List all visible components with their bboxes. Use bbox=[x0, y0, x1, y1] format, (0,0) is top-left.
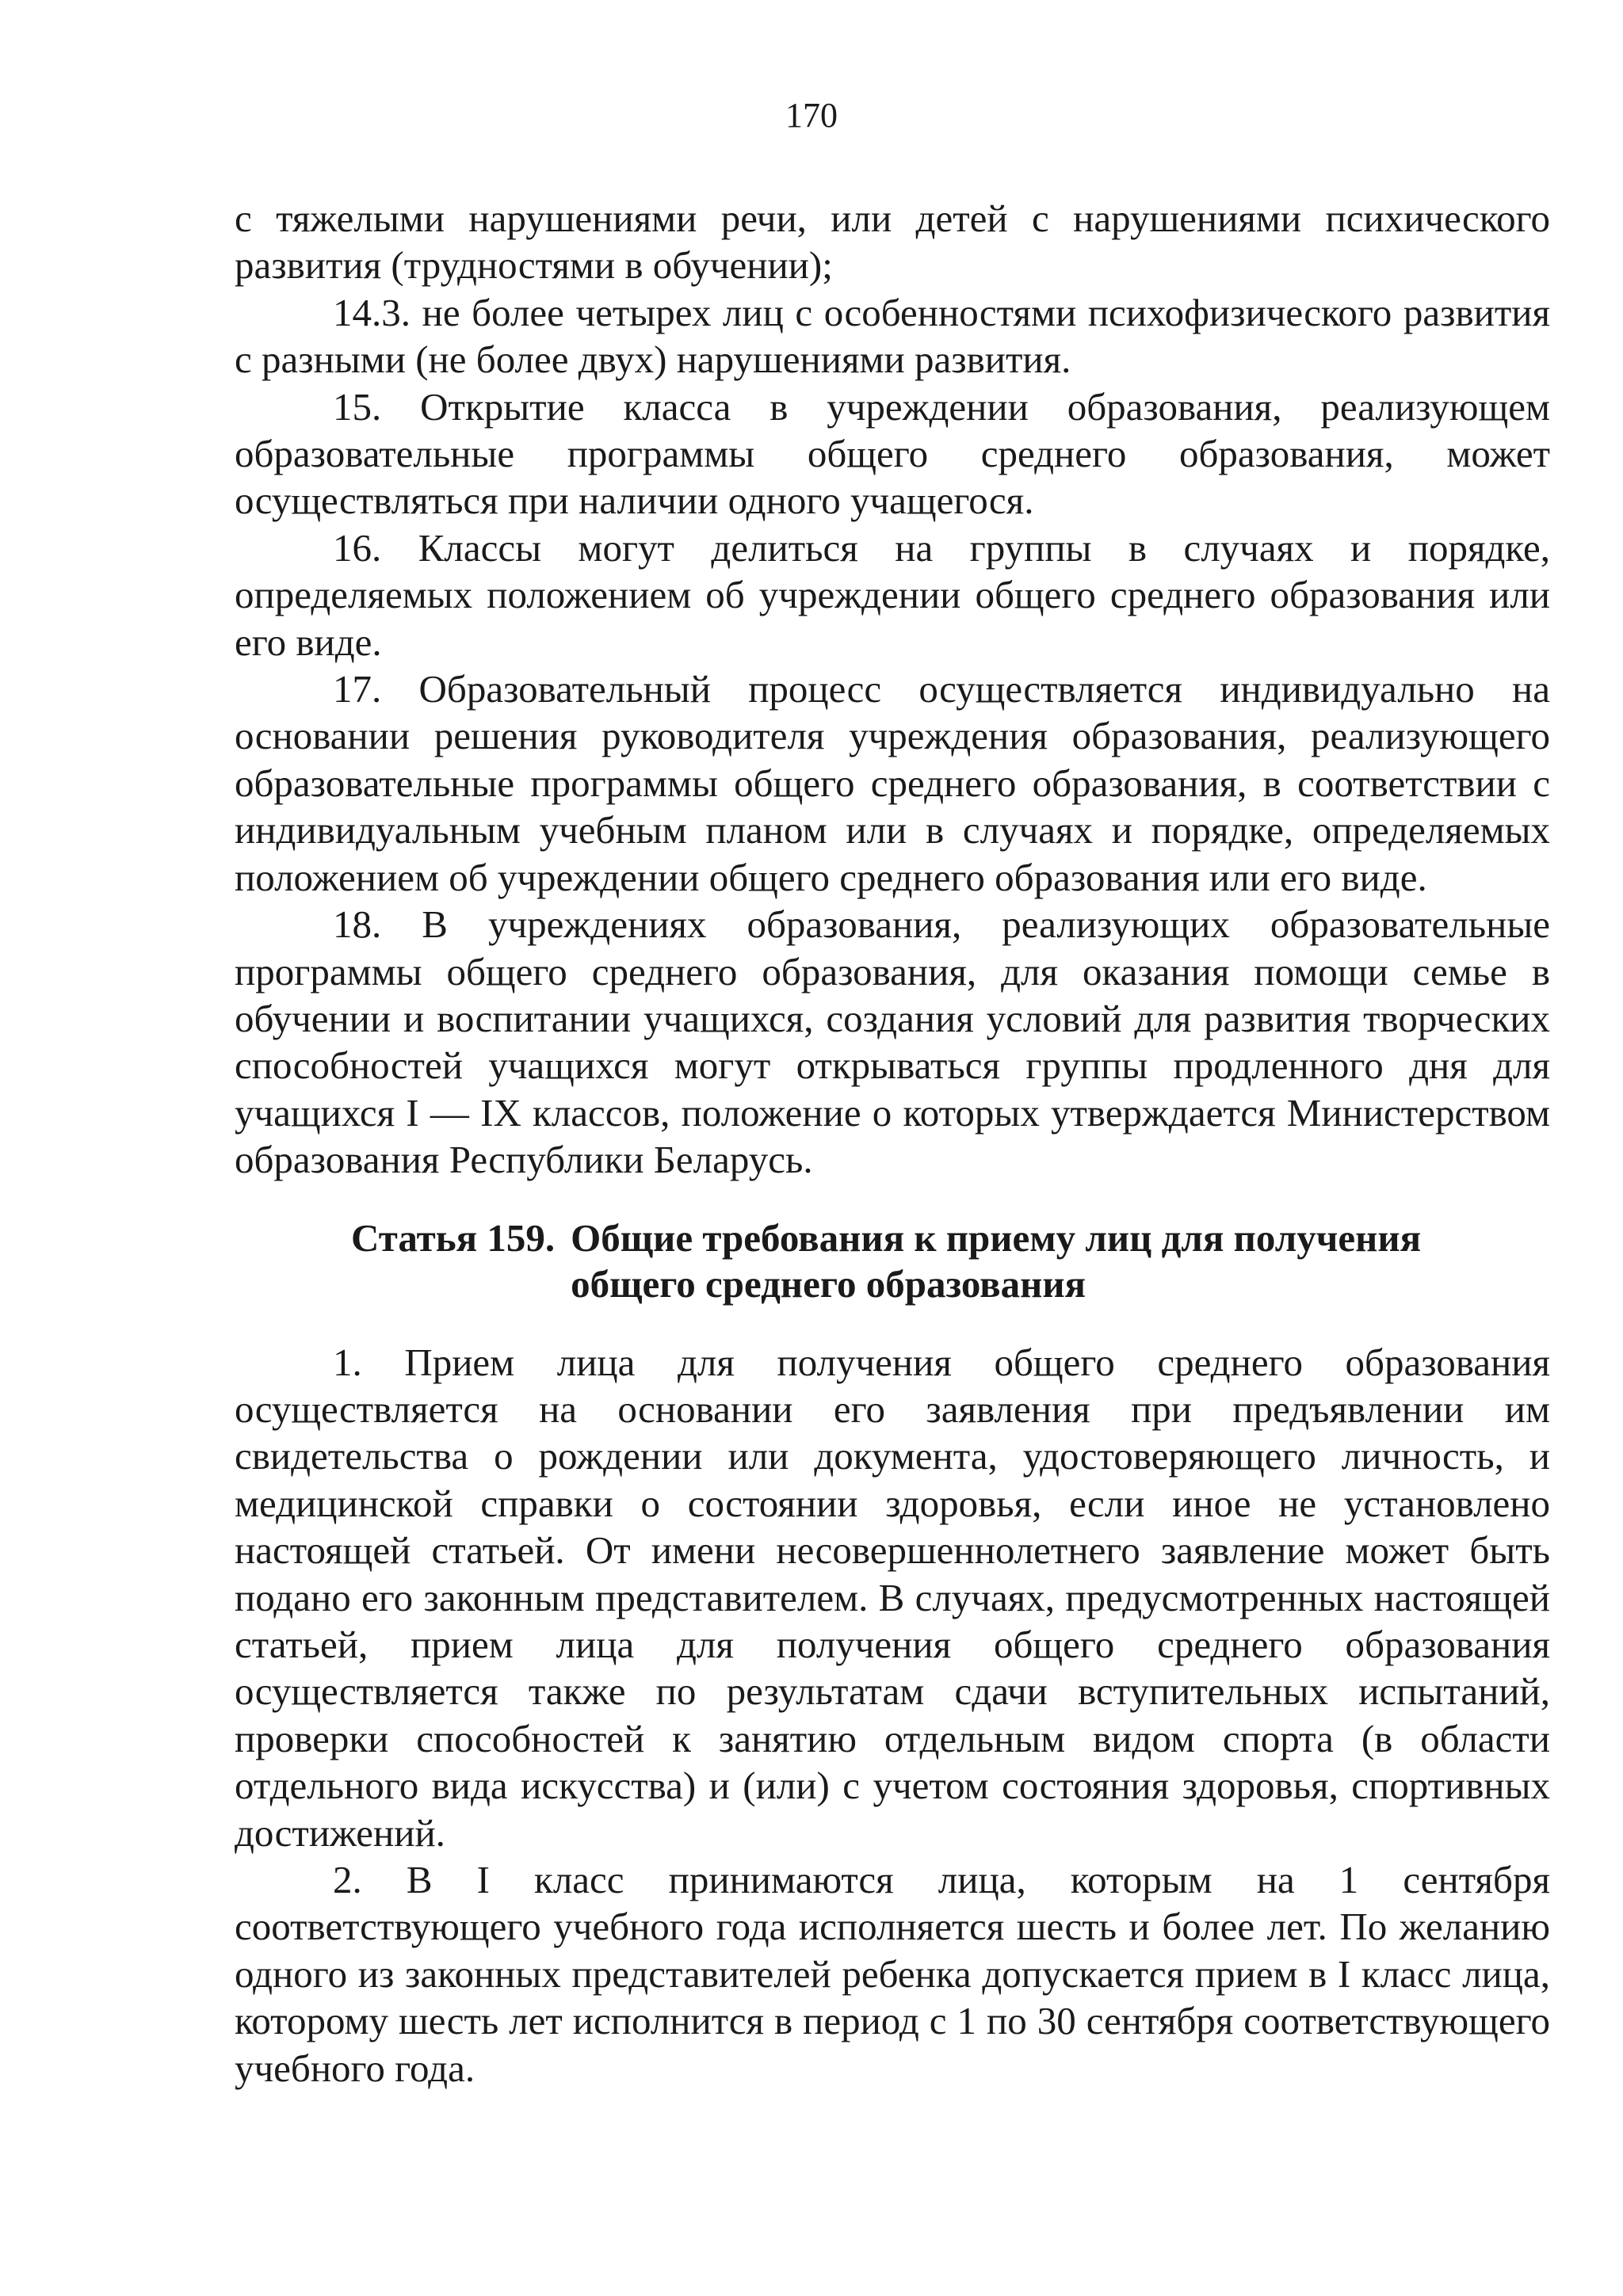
paragraph: 16. Классы могут делиться на группы в случаях и порядке, определяемых положением об учреждении общего среднего образования или его виде. bbox=[235, 525, 1550, 664]
paragraph: 15. Открытие класса в учреждении образования, реализующем образовательные программы общего среднего образования, может осуществляться при наличии одного учащегося. bbox=[235, 384, 1550, 523]
article-title bbox=[571, 1215, 1482, 1307]
article-heading bbox=[235, 1215, 1550, 1307]
document-body bbox=[235, 195, 1550, 2092]
paragraph: с тяжелыми нарушениями речи, или детей с нарушениями психического развития (трудностями в обучении); bbox=[235, 196, 1550, 288]
paragraph: 17. Образовательный процесс осуществляется индивидуально на основании решения руководителя учреждения образования, реализующего образовательные программы общего среднего образования, в соответствии с индивидуальным учебным планом или в случаях и порядке, определяемых положением об учреждении общего среднего образования или его виде. bbox=[235, 667, 1550, 899]
paragraph: 1. Прием лица для получения общего среднего образования осуществляется на основании его заявления при предъявлении им свидетельства о рождении или документа, удостоверяющего личность, и медицинской справки о состоянии здоровья, если иное не установлено настоящей статьей. От имени несовершеннолетнего заявление может быть подано его законным представителем. В случаях, предусмотренных настоящей статьей, прием лица для получения общего среднего образования осуществляется также по результатам сдачи вступительных испытаний, проверки способностей к занятию отдельным видом спорта (в области отдельного вида искусства) и (или) с учетом состояния здоровья, спортивных достижений. bbox=[235, 1340, 1550, 1855]
article-title-line-2: общего среднего образования bbox=[571, 1261, 1086, 1306]
paragraph: 18. В учреждениях образования, реализующих образовательные программы общего среднего образования, для оказания помощи семье в обучении и воспитании учащихся, создания условий для развития творческих способностей учащихся могут открываться группы продленного дня для учащихся I — IX классов, положение о которых утверждается Министерством образования Республики Беларусь. bbox=[235, 902, 1550, 1182]
article-title-line-1: Общие требования к приему лиц для получения bbox=[571, 1215, 1422, 1260]
article-number: Статья 159. bbox=[351, 1215, 556, 1260]
paragraphs-after-article bbox=[235, 1339, 1550, 2092]
page-number: 170 bbox=[785, 96, 838, 135]
paragraph: 2. В I класс принимаются лица, которым на 1 сентября соответствующего учебного года исполняется шесть и более лет. По желанию одного из законных представителей ребенка допускается прием в I класс лица, которому шесть лет исполнится в период с 1 по 30 сентября соответствующего учебного года. bbox=[235, 1858, 1550, 2090]
paragraphs-before-article bbox=[235, 195, 1550, 1184]
paragraph: 14.3. не более четырех лиц с особенностями психофизического развития с разными (не более двух) нарушениями развития. bbox=[235, 290, 1550, 382]
article-heading-wrap bbox=[351, 1215, 1524, 1307]
